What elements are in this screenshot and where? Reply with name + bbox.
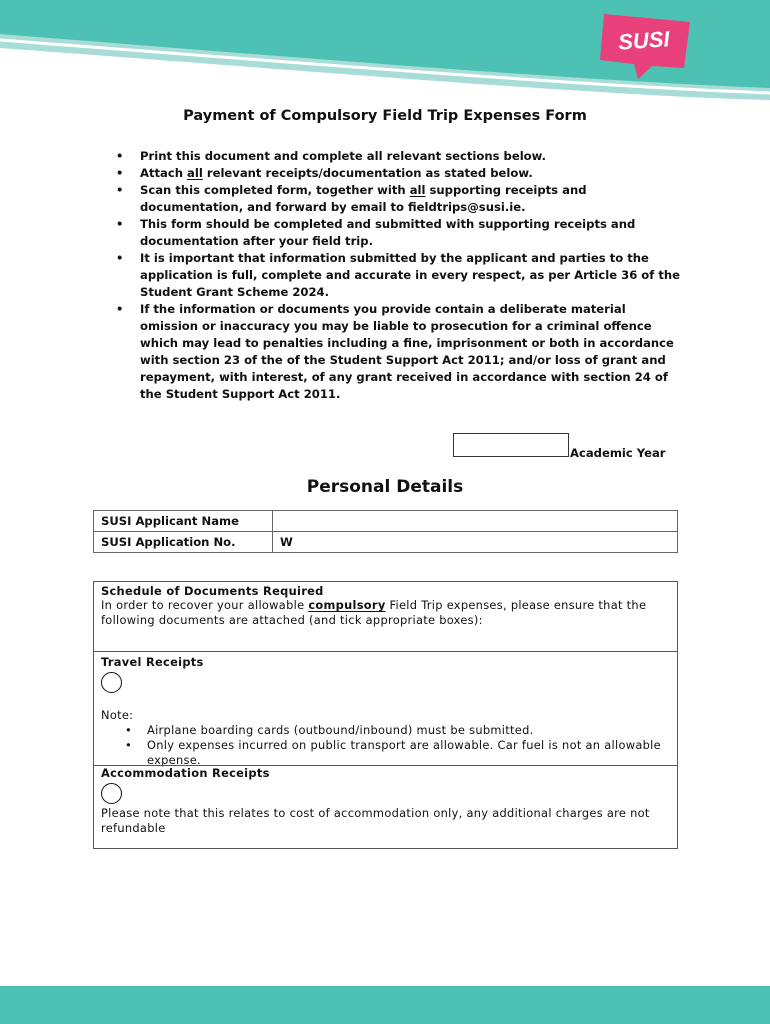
logo-text: SUSI <box>617 26 671 55</box>
schedule-of-documents <box>93 581 678 849</box>
travel-receipts-checkbox[interactable] <box>101 672 122 693</box>
application-no-field[interactable]: W <box>273 532 678 553</box>
form-title: Payment of Compulsory Field Trip Expenses Form <box>183 108 587 124</box>
personal-details-title: Personal Details <box>306 477 464 497</box>
schedule-header <box>101 584 673 628</box>
list-item: • Only expenses incurred on public transport are allowable. Car fuel is not an allowable expense. <box>101 738 673 768</box>
instructions-list <box>116 148 686 403</box>
table-row <box>94 511 678 532</box>
academic-year-label: Academic Year <box>570 446 666 460</box>
schedule-title: Schedule of Documents Required <box>101 584 324 598</box>
applicant-name-label: SUSI Applicant Name <box>94 511 273 532</box>
instruction-item: • Attach all relevant receipts/documentation as stated below. <box>116 165 686 182</box>
accommodation-receipts-title: Accommodation Receipts <box>101 766 270 780</box>
accommodation-receipts-checkbox[interactable] <box>101 783 122 804</box>
table-row <box>94 532 678 553</box>
instruction-item: • This form should be completed and submitted with supporting receipts and documentation after your field trip. <box>116 216 686 250</box>
schedule-intro: In order to recover your allowable compulsory Field Trip expenses, please ensure that the following documents are attached (and tick appropriate boxes): <box>101 598 647 627</box>
instruction-item: • Scan this completed form, together with all supporting receipts and documentation, and forward by email to fieldtrips@susi.ie. <box>116 182 686 216</box>
accommodation-note <box>101 806 666 835</box>
instruction-item: • It is important that information submitted by the applicant and parties to the application is full, complete and accurate in every respect, as per Article 36 of the Student Grant Scheme 2024. <box>116 250 686 301</box>
instruction-item: • Print this document and complete all relevant sections below. <box>116 148 686 165</box>
travel-receipts-title: Travel Receipts <box>101 655 204 669</box>
susi-logo <box>598 10 692 80</box>
travel-notes-list <box>101 723 673 768</box>
travel-receipts-section <box>101 655 673 768</box>
accommodation-receipts-section <box>101 766 673 835</box>
applicant-name-field[interactable] <box>273 511 678 532</box>
footer-band <box>0 986 770 1024</box>
travel-note-label: Note: <box>101 708 134 722</box>
list-item: • Airplane boarding cards (outbound/inbound) must be submitted. <box>101 723 673 738</box>
academic-year-field[interactable] <box>453 433 569 457</box>
accommodation-note-line: refundable <box>101 820 166 835</box>
divider <box>94 651 677 652</box>
personal-details-table <box>93 510 678 553</box>
accommodation-note-line: Please note that this relates to cost of accommodation only, any additional charges are not <box>101 806 650 820</box>
application-no-label: SUSI Application No. <box>94 532 273 553</box>
instruction-item: • If the information or documents you provide contain a deliberate material omission or inaccuracy you may be liable to prosecution for a criminal offence which may lead to penalties including a fine, imprisonment or both in accordance with section 23 of the of the Student Support Act 2011; and/or loss of grant and repayment, with interest, of any grant received in accordance with section 24 of the Student Support Act 2011. <box>116 301 686 403</box>
